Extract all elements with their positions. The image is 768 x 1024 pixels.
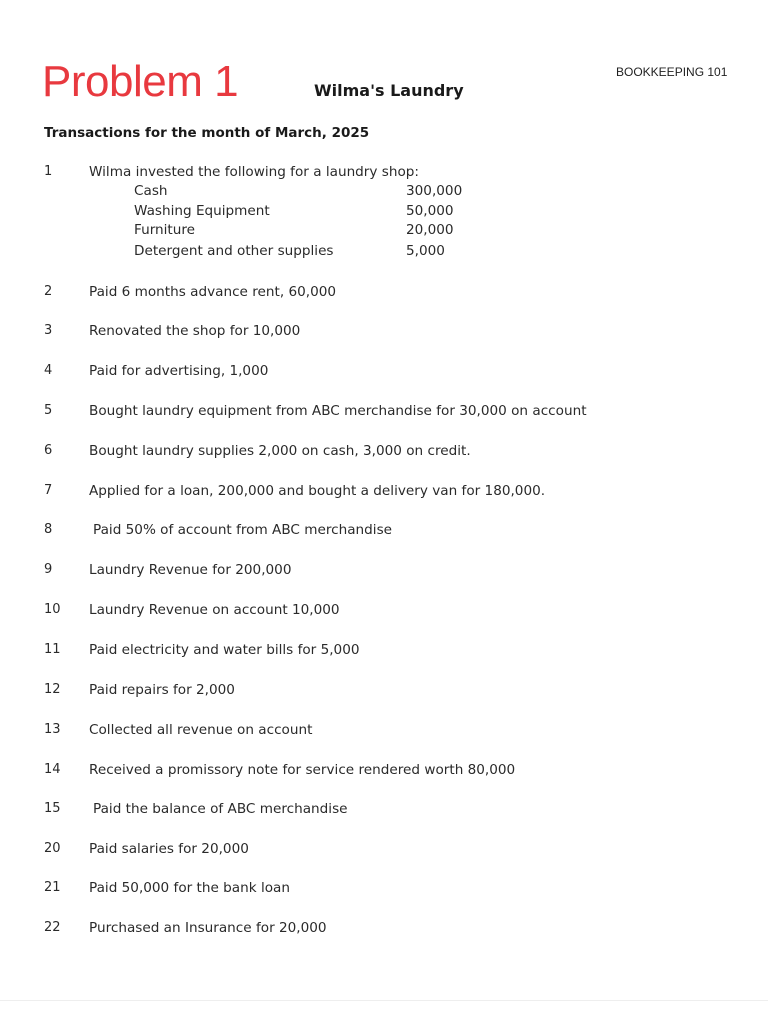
transaction-row <box>0 800 768 820</box>
transaction-text: Bought laundry equipment from ABC merchandise for 30,000 on account <box>89 403 587 419</box>
transaction-row <box>0 561 768 581</box>
transaction-number: 4 <box>44 363 53 378</box>
transaction-number: 7 <box>44 483 53 498</box>
transaction-text: Received a promissory note for service rendered worth 80,000 <box>89 762 516 778</box>
course-label: BOOKKEEPING 101 <box>616 65 728 79</box>
transactions-heading: Transactions for the month of March, 2025 <box>44 125 370 141</box>
page-title: Problem 1 <box>42 57 239 106</box>
transaction-text: Paid repairs for 2,000 <box>89 682 235 698</box>
investment-item: Cash <box>134 183 168 199</box>
transaction-row <box>0 919 768 939</box>
investment-item: Washing Equipment <box>134 203 270 219</box>
transaction-text: Paid 50,000 for the bank loan <box>89 880 290 896</box>
transaction-row <box>0 641 768 661</box>
transaction-row <box>0 362 768 382</box>
transaction-number: 21 <box>44 880 61 895</box>
transaction-text: Paid for advertising, 1,000 <box>89 363 269 379</box>
transaction-text: Wilma invested the following for a laundry shop: <box>89 164 419 180</box>
transaction-text: Applied for a loan, 200,000 and bought a delivery van for 180,000. <box>89 483 546 499</box>
transaction-text: Laundry Revenue on account 10,000 <box>89 602 340 618</box>
transaction-number: 8 <box>44 522 53 537</box>
shop-name: Wilma's Laundry <box>314 81 464 100</box>
transaction-text: Collected all revenue on account <box>89 722 313 738</box>
transaction-text: Laundry Revenue for 200,000 <box>89 562 292 578</box>
transaction-number: 14 <box>44 762 61 777</box>
transaction-row <box>0 601 768 621</box>
transaction-row-1 <box>0 163 768 183</box>
transaction-number: 11 <box>44 642 61 657</box>
transaction-number: 5 <box>44 403 53 418</box>
investment-amount: 20,000 <box>406 222 454 238</box>
transaction-text: Paid the balance of ABC merchandise <box>93 801 348 817</box>
transaction-text: Renovated the shop for 10,000 <box>89 323 301 339</box>
transaction-number: 22 <box>44 920 61 935</box>
transaction-number: 3 <box>44 323 53 338</box>
transaction-row <box>0 840 768 860</box>
transaction-number: 6 <box>44 443 53 458</box>
transaction-row <box>0 721 768 741</box>
investment-amount: 300,000 <box>406 183 463 199</box>
investment-row <box>0 221 768 241</box>
transaction-number: 20 <box>44 841 61 856</box>
transaction-text: Paid 50% of account from ABC merchandise <box>93 522 393 538</box>
investment-row <box>0 182 768 202</box>
transaction-row <box>0 322 768 342</box>
transaction-row <box>0 482 768 502</box>
transaction-text: Purchased an Insurance for 20,000 <box>89 920 327 936</box>
transaction-text: Bought laundry supplies 2,000 on cash, 3,000 on credit. <box>89 443 471 459</box>
transaction-row <box>0 521 768 541</box>
transaction-row <box>0 442 768 462</box>
transaction-row <box>0 761 768 781</box>
investment-row <box>0 242 768 262</box>
transaction-row <box>0 879 768 899</box>
transaction-text: Paid electricity and water bills for 5,000 <box>89 642 360 658</box>
investment-amount: 50,000 <box>406 203 454 219</box>
transaction-number: 10 <box>44 602 61 617</box>
transaction-number: 1 <box>44 164 53 179</box>
transaction-row <box>0 283 768 303</box>
transaction-text: Paid 6 months advance rent, 60,000 <box>89 284 337 300</box>
transaction-number: 15 <box>44 801 61 816</box>
investment-item: Detergent and other supplies <box>134 243 334 259</box>
investment-amount: 5,000 <box>406 243 445 259</box>
transaction-number: 13 <box>44 722 61 737</box>
transaction-row <box>0 681 768 701</box>
investment-item: Furniture <box>134 222 196 238</box>
transaction-number: 9 <box>44 562 53 577</box>
transaction-number: 12 <box>44 682 61 697</box>
transaction-number: 2 <box>44 284 53 299</box>
transaction-row <box>0 402 768 422</box>
page-divider <box>0 1000 768 1001</box>
transaction-text: Paid salaries for 20,000 <box>89 841 249 857</box>
investment-row <box>0 202 768 222</box>
